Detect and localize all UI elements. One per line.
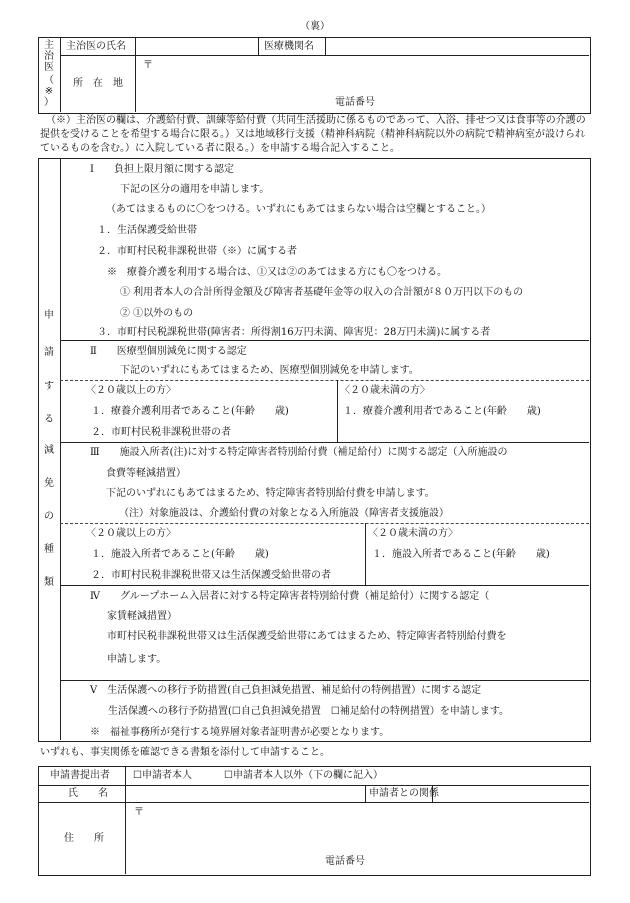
doctor-name-field[interactable] [138, 40, 256, 54]
option-welfare-household[interactable]: １．生活保護受給世帯 [97, 225, 197, 236]
sec3-left-item-2[interactable]: ２．市町村民税非課税世帯又は生活保護受給世帯の者 [91, 570, 331, 581]
submitter-phone-field[interactable] [375, 854, 585, 869]
submitter-postal-mark: 〒 [134, 807, 144, 818]
institution-field[interactable] [328, 40, 586, 54]
submitter-option-other[interactable]: ☐申請者本人以外（下の欄に記入） [224, 770, 383, 781]
submitter-address-label: 住 所 [64, 833, 104, 844]
section-4-title: Ⅳ グループホーム入居者に対する特定障害者特別給付費（補足給付）に関する認定（ [90, 591, 490, 602]
institution-label: 医療機関名 [264, 41, 314, 52]
attach-note: いずれも、事実関係を確認できる書類を添付して申請すること。 [40, 747, 330, 758]
option-tax-exempt-household[interactable]: ２．市町村民税非課税世帯（※）に属する者 [97, 246, 297, 257]
section-1-title: Ⅰ 負担上限月額に関する認定 [90, 164, 234, 175]
sec3-left-item-1[interactable]: １．施設入所者であること(年齢 歳) [91, 549, 269, 560]
doctor-address-field[interactable] [138, 72, 586, 94]
doctor-address-label: 所 在 地 [73, 78, 123, 89]
doctor-phone-field[interactable] [385, 96, 585, 110]
sec5-options[interactable]: 生活保護への移行予防措置(☐自己負担減免措置 ☐補足給付の特例措置）を申請します。 [108, 706, 510, 717]
relation-label: 申請者との関係 [369, 788, 439, 799]
option-sub-2[interactable]: ② ①以外のもの [120, 308, 194, 319]
option-sub-1[interactable]: ① 利用者本人の合計所得金額及び障害者基礎年金等の収入の合計額が８０万円以下のもの [120, 287, 524, 298]
option-taxed-household[interactable]: ３．市町村民税課税世帯(障害者：所得割16万円未満、障害児：28万円未満)に属する者 [97, 327, 491, 338]
section-3-title: Ⅲ 施設入所者(注)に対する特定障害者特別給付費（補足給付）に関する認定（入所施設の [90, 447, 508, 458]
submitter-label: 申請書提出者 [50, 770, 110, 781]
sec3-right-item-1[interactable]: １．施設入所者であること(年齢 歳) [372, 549, 550, 560]
submitter-name-label: 氏 名 [68, 788, 108, 799]
doctor-note: （※）主治医の欄は、介護給付費、訓練等給付費（共同生活援助に係るものであって、入浴、排せつ又は食事等の介護の提供を受けることを希望する場合に限る。）又は地域移行支援（精神科病院（精神科病院以外の病院で精神病室が設けられているものを含む。）に入院している者に限る。）を申請する場合記入すること。 [40, 115, 586, 154]
page-side-label: （裏） [300, 21, 330, 32]
doctor-name-label: 主治医の氏名 [66, 41, 126, 52]
doctor-phone-label: 電話番号 [335, 97, 375, 108]
section-2-title: Ⅱ 医療型個別減免に関する認定 [90, 346, 247, 357]
relation-field[interactable] [435, 787, 586, 800]
submitter-name-field[interactable] [128, 787, 363, 800]
submitter-address-field[interactable] [128, 820, 586, 850]
submitter-option-self[interactable]: ☐申請者本人 [133, 770, 192, 781]
section-5-title: Ⅴ 生活保護への移行予防措置(自己負担減免措置、補足給付の特例措置）に関する認定 [90, 685, 482, 696]
sec2-left-item-1[interactable]: １．療養介護利用者であること(年齢 歳) [91, 406, 289, 417]
doctor-postal-mark: 〒 [143, 60, 153, 71]
submitter-phone-label: 電話番号 [325, 856, 365, 867]
sec2-left-item-2[interactable]: ２．市町村民税非課税世帯の者 [91, 427, 231, 438]
sec2-right-item-1[interactable]: １．療養介護利用者であること(年齢 歳) [343, 406, 541, 417]
